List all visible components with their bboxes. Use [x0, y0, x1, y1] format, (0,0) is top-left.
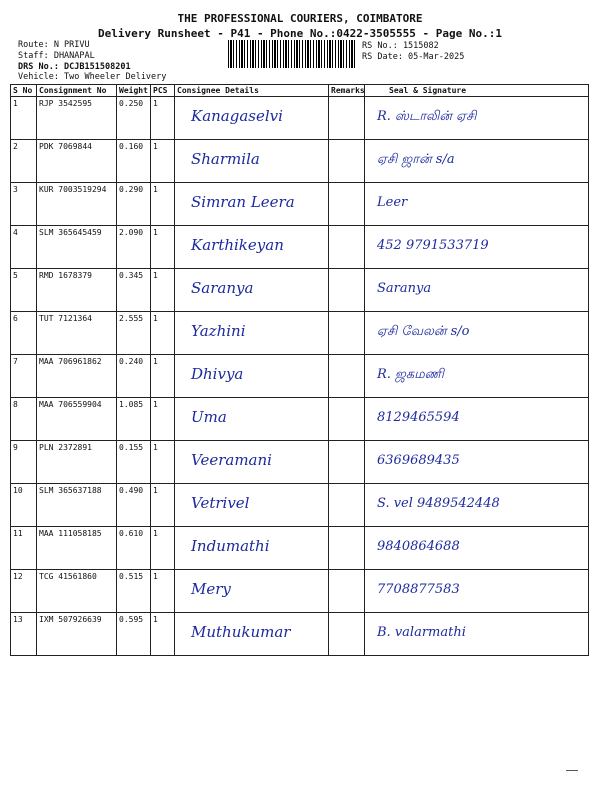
row-consignment-no: TCG 41561860 — [39, 572, 97, 581]
row-pcs-cell — [151, 484, 175, 527]
table-row — [11, 226, 589, 269]
row-consignee-cell — [175, 570, 329, 613]
row-pcs-cell — [151, 570, 175, 613]
row-sno-cell — [11, 183, 37, 226]
row-weight-cell — [117, 441, 151, 484]
table-row — [11, 140, 589, 183]
row-sno-cell — [11, 312, 37, 355]
row-pcs: 1 — [153, 99, 158, 108]
row-remarks-cell — [329, 527, 365, 570]
row-pcs-cell — [151, 312, 175, 355]
row-sno-cell — [11, 140, 37, 183]
row-sno-cell — [11, 269, 37, 312]
row-weight: 0.345 — [119, 271, 144, 280]
row-consignment-no-cell — [37, 183, 117, 226]
row-sno: 5 — [13, 271, 18, 280]
row-remarks-cell — [329, 484, 365, 527]
row-weight-cell — [117, 269, 151, 312]
table-row — [11, 441, 589, 484]
row-remarks-cell — [329, 97, 365, 140]
row-consignee-cell — [175, 226, 329, 269]
row-seal-signature: 7708877583 — [377, 582, 460, 597]
row-remarks-cell — [329, 613, 365, 656]
col-remarks: Remarks — [329, 85, 365, 97]
row-consignee-cell — [175, 527, 329, 570]
row-pcs-cell — [151, 527, 175, 570]
row-consignment-no-cell — [37, 355, 117, 398]
row-consignment-no-cell — [37, 441, 117, 484]
row-pcs: 1 — [153, 572, 158, 581]
row-seal-signature-cell — [365, 269, 589, 312]
row-consignment-no-cell — [37, 140, 117, 183]
row-weight-cell — [117, 140, 151, 183]
col-sno: S No — [11, 85, 37, 97]
row-seal-signature: S. vel 9489542448 — [377, 496, 500, 511]
row-pcs-cell — [151, 183, 175, 226]
rs-number: RS No.: 1515082 — [362, 41, 439, 51]
row-weight: 0.240 — [119, 357, 144, 366]
staff-label: Staff: DHANAPAL — [18, 51, 95, 61]
row-consignment-no-cell — [37, 226, 117, 269]
table-row — [11, 97, 589, 140]
row-consignee: Simran Leera — [191, 193, 295, 211]
row-weight-cell — [117, 355, 151, 398]
row-weight: 2.555 — [119, 314, 144, 323]
row-sno-cell — [11, 484, 37, 527]
row-consignee-cell — [175, 441, 329, 484]
table-row — [11, 269, 589, 312]
row-pcs: 1 — [153, 443, 158, 452]
row-seal-signature-cell — [365, 613, 589, 656]
row-consignment-no-cell — [37, 398, 117, 441]
row-consignment-no: MAA 706961862 — [39, 357, 102, 366]
table-header-row — [11, 85, 589, 97]
row-pcs: 1 — [153, 529, 158, 538]
row-sno-cell — [11, 441, 37, 484]
row-consignment-no: SLM 365637188 — [39, 486, 102, 495]
row-pcs: 1 — [153, 400, 158, 409]
row-remarks-cell — [329, 183, 365, 226]
row-weight-cell — [117, 613, 151, 656]
table-row — [11, 312, 589, 355]
row-consignment-no: KUR 7003519294 — [39, 185, 107, 194]
row-sno: 6 — [13, 314, 18, 323]
col-weight: Weight — [117, 85, 151, 97]
row-consignee-cell — [175, 183, 329, 226]
row-sno: 2 — [13, 142, 18, 151]
row-seal-signature-cell — [365, 355, 589, 398]
row-weight: 0.155 — [119, 443, 144, 452]
row-seal-signature: 8129465594 — [377, 410, 460, 425]
row-sno: 9 — [13, 443, 18, 452]
row-pcs: 1 — [153, 185, 158, 194]
row-seal-signature-cell — [365, 441, 589, 484]
row-weight: 0.290 — [119, 185, 144, 194]
row-weight: 1.085 — [119, 400, 144, 409]
drs-number: DRS No.: DCJB151508201 — [18, 62, 131, 72]
row-pcs-cell — [151, 269, 175, 312]
row-consignment-no: PLN 2372891 — [39, 443, 92, 452]
row-weight: 0.610 — [119, 529, 144, 538]
row-consignment-no-cell — [37, 484, 117, 527]
row-consignee-cell — [175, 613, 329, 656]
row-sno: 8 — [13, 400, 18, 409]
row-consignee: Vetrivel — [191, 494, 250, 512]
row-pcs: 1 — [153, 615, 158, 624]
row-consignment-no: RJP 3542595 — [39, 99, 92, 108]
row-remarks-cell — [329, 570, 365, 613]
row-remarks-cell — [329, 441, 365, 484]
row-weight-cell — [117, 97, 151, 140]
row-weight-cell — [117, 527, 151, 570]
row-weight-cell — [117, 570, 151, 613]
row-seal-signature-cell — [365, 312, 589, 355]
row-consignment-no-cell — [37, 527, 117, 570]
row-consignee: Muthukumar — [191, 623, 291, 641]
row-seal-signature: ஏசி ஜான் s/a — [377, 152, 455, 167]
row-seal-signature-cell — [365, 398, 589, 441]
col-pcs: PCS — [151, 85, 175, 97]
row-consignee: Saranya — [191, 279, 254, 297]
row-sno-cell — [11, 398, 37, 441]
row-sno-cell — [11, 226, 37, 269]
col-seal: Seal & Signature — [365, 85, 589, 97]
row-pcs-cell — [151, 97, 175, 140]
row-weight: 2.090 — [119, 228, 144, 237]
row-consignment-no-cell — [37, 613, 117, 656]
row-consignment-no: TUT 7121364 — [39, 314, 92, 323]
row-pcs-cell — [151, 226, 175, 269]
row-consignee: Sharmila — [191, 150, 260, 168]
table-row — [11, 570, 589, 613]
row-consignment-no-cell — [37, 97, 117, 140]
runsheet-subtitle: Delivery Runsheet - P41 - Phone No.:0422-3505555 - Page No.:1 — [98, 27, 502, 40]
row-seal-signature: R. ஜகமணி — [377, 367, 445, 382]
row-remarks-cell — [329, 398, 365, 441]
row-seal-signature-cell — [365, 140, 589, 183]
row-weight-cell — [117, 398, 151, 441]
row-consignee: Dhivya — [191, 365, 244, 383]
row-consignment-no: SLM 365645459 — [39, 228, 102, 237]
row-pcs: 1 — [153, 228, 158, 237]
barcode — [228, 40, 356, 68]
company-title: THE PROFESSIONAL COURIERS, COIMBATORE — [177, 12, 423, 25]
row-weight-cell — [117, 183, 151, 226]
row-weight-cell — [117, 484, 151, 527]
row-consignee-cell — [175, 269, 329, 312]
row-consignee-cell — [175, 140, 329, 183]
row-seal-signature: 452 9791533719 — [377, 238, 489, 253]
row-pcs: 1 — [153, 314, 158, 323]
row-consignment-no: PDK 7069844 — [39, 142, 92, 151]
row-pcs: 1 — [153, 357, 158, 366]
row-consignee: Karthikeyan — [191, 236, 284, 254]
row-weight: 0.595 — [119, 615, 144, 624]
row-seal-signature-cell — [365, 226, 589, 269]
row-sno: 12 — [13, 572, 23, 581]
row-pcs-cell — [151, 355, 175, 398]
table-row — [11, 355, 589, 398]
row-remarks-cell — [329, 355, 365, 398]
row-consignee: Mery — [191, 580, 231, 598]
row-seal-signature-cell — [365, 527, 589, 570]
row-remarks-cell — [329, 312, 365, 355]
row-consignment-no: MAA 111058185 — [39, 529, 102, 538]
row-sno: 3 — [13, 185, 18, 194]
row-consignment-no-cell — [37, 312, 117, 355]
row-seal-signature: 9840864688 — [377, 539, 460, 554]
route-label: Route: N PRIVU — [18, 40, 90, 50]
runsheet-table — [10, 84, 589, 656]
row-sno: 1 — [13, 99, 18, 108]
row-consignee: Yazhini — [191, 322, 246, 340]
row-seal-signature: Saranya — [377, 281, 432, 296]
rs-date: RS Date: 05-Mar-2025 — [362, 52, 465, 62]
row-weight: 0.250 — [119, 99, 144, 108]
row-sno: 4 — [13, 228, 18, 237]
row-seal-signature: Leer — [377, 195, 408, 210]
row-seal-signature: ஏசி வேலன் s/o — [377, 324, 470, 339]
row-weight: 0.490 — [119, 486, 144, 495]
row-pcs-cell — [151, 441, 175, 484]
row-pcs-cell — [151, 398, 175, 441]
row-consignee-cell — [175, 312, 329, 355]
row-pcs: 1 — [153, 271, 158, 280]
row-consignee: Indumathi — [191, 537, 270, 555]
row-consignment-no: RMD 1678379 — [39, 271, 92, 280]
row-sno-cell — [11, 570, 37, 613]
row-sno: 7 — [13, 357, 18, 366]
row-pcs-cell — [151, 613, 175, 656]
row-seal-signature-cell — [365, 570, 589, 613]
row-consignee-cell — [175, 398, 329, 441]
row-consignment-no-cell — [37, 570, 117, 613]
row-consignee-cell — [175, 355, 329, 398]
row-remarks-cell — [329, 140, 365, 183]
row-seal-signature-cell — [365, 484, 589, 527]
row-seal-signature-cell — [365, 97, 589, 140]
row-consignment-no: MAA 706559904 — [39, 400, 102, 409]
row-consignee-cell — [175, 97, 329, 140]
row-consignment-no: IXM 507926639 — [39, 615, 102, 624]
row-sno: 11 — [13, 529, 23, 538]
row-pcs: 1 — [153, 142, 158, 151]
row-weight: 0.515 — [119, 572, 144, 581]
row-weight: 0.160 — [119, 142, 144, 151]
row-sno-cell — [11, 613, 37, 656]
row-seal-signature: B. valarmathi — [377, 625, 466, 640]
table-row — [11, 398, 589, 441]
row-pcs-cell — [151, 140, 175, 183]
row-sno-cell — [11, 97, 37, 140]
col-consignment: Consignment No — [37, 85, 117, 97]
table-row — [11, 613, 589, 656]
row-seal-signature: 6369689435 — [377, 453, 460, 468]
row-consignee: Veeramani — [191, 451, 272, 469]
vehicle-label: Vehicle: Two Wheeler Delivery — [18, 72, 167, 82]
row-sno: 10 — [13, 486, 23, 495]
row-pcs: 1 — [153, 486, 158, 495]
row-sno-cell — [11, 355, 37, 398]
row-seal-signature-cell — [365, 183, 589, 226]
row-weight-cell — [117, 226, 151, 269]
row-seal-signature: R. ஸ்டாலின் ஏசி — [377, 109, 477, 124]
table-row — [11, 484, 589, 527]
table-row — [11, 183, 589, 226]
row-consignee: Kanagaselvi — [191, 107, 283, 125]
row-weight-cell — [117, 312, 151, 355]
row-remarks-cell — [329, 226, 365, 269]
row-sno: 13 — [13, 615, 23, 624]
page-mark — [566, 770, 578, 771]
row-consignee-cell — [175, 484, 329, 527]
col-consignee: Consignee Details — [175, 85, 329, 97]
row-consignment-no-cell — [37, 269, 117, 312]
table-row — [11, 527, 589, 570]
row-remarks-cell — [329, 269, 365, 312]
row-consignee: Uma — [191, 408, 227, 426]
row-sno-cell — [11, 527, 37, 570]
